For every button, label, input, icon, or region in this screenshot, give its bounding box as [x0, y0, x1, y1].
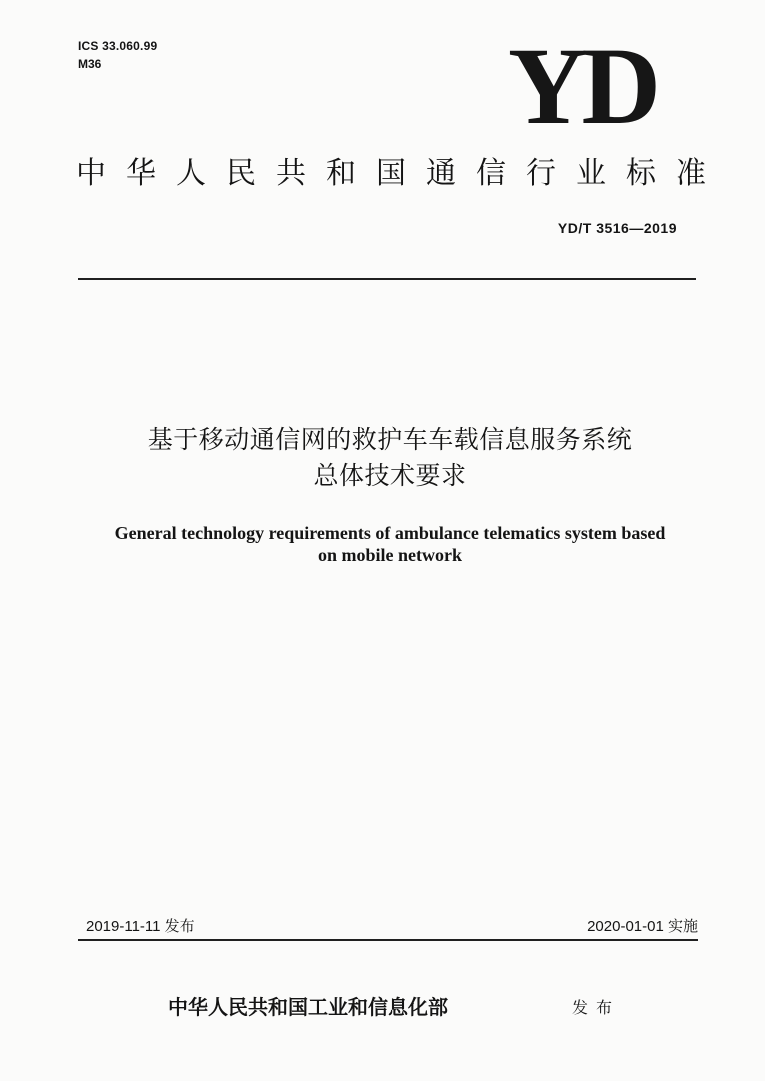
english-title-line-2: on mobile network — [318, 545, 462, 565]
publisher-name: 中华人民共和国工业和信息化部 — [168, 995, 448, 1019]
chinese-title-line-1: 基于移动通信网的救护车车载信息服务系统 — [147, 425, 633, 454]
ics-code: ICS 33.060.99 — [78, 39, 158, 53]
standard-category-title: 中华人民共和国通信行业标准 — [76, 156, 726, 191]
implementation-date: 2020-01-01 实施 — [587, 918, 698, 935]
classification-code: M36 — [78, 57, 102, 71]
publish-label: 发布 — [572, 998, 621, 1017]
chinese-title — [40, 422, 740, 494]
english-title — [40, 522, 740, 566]
yd-logo: YD — [508, 25, 655, 147]
chinese-title-line-2: 总体技术要求 — [313, 461, 467, 490]
standard-number: YD/T 3516—2019 — [557, 220, 677, 236]
top-divider — [78, 278, 696, 280]
issue-date: 2019-11-11 发布 — [86, 918, 195, 935]
bottom-divider — [78, 939, 698, 941]
english-title-line-1: General technology requirements of ambulance telematics system based — [114, 523, 666, 543]
